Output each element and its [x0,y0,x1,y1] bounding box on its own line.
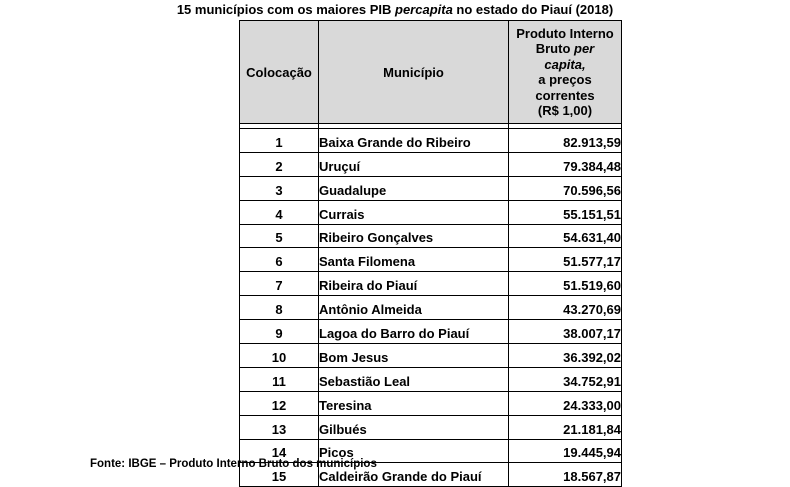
header-rank [240,21,319,124]
rank-cell: 14 [240,439,319,463]
municipality-cell: Bom Jesus [319,344,509,368]
municipality-cell: Caldeirão Grande do Piauí [319,463,509,487]
header-pib-line-5: correntes [535,87,595,103]
municipality-cell: Lagoa do Barro do Piauí [319,320,509,344]
pib-cell: 54.631,40 [509,224,622,248]
municipality-cell: Currais [319,200,509,224]
pib-cell: 34.752,91 [509,367,622,391]
rank-cell: 4 [240,200,319,224]
source-note: Fonte: IBGE – Produto Interno Bruto dos municípios [90,458,377,470]
table-row [240,272,622,296]
municipality-cell: Ribeira do Piauí [319,272,509,296]
municipality-cell: Sebastião Leal [319,367,509,391]
pib-cell: 36.392,02 [509,344,622,368]
rank-cell: 8 [240,296,319,320]
rank-cell: 11 [240,367,319,391]
header-pib-line-2 [509,41,621,57]
rank-cell: 7 [240,272,319,296]
rank-cell: 3 [240,176,319,200]
table-row [240,367,622,391]
header-pib-line-3 [509,57,621,73]
table-row [240,391,622,415]
table-row [240,224,622,248]
header-pib-line-1: Produto Interno [516,25,614,41]
title-text-start: 15 municípios com os maiores PIB [176,2,395,17]
table-row [240,248,622,272]
title-text-end: no estado do Piauí (2018) [452,2,614,17]
pib-cell: 38.007,17 [509,320,622,344]
municipality-cell: Uruçuí [319,152,509,176]
header-row [240,21,622,124]
header-rank-label: Colocação [246,64,312,80]
municipality-cell: Picos [319,439,509,463]
pib-ranking-table [239,20,622,487]
pib-cell: 55.151,51 [509,200,622,224]
header-pib [509,21,622,124]
municipality-cell: Teresina [319,391,509,415]
rank-cell: 1 [240,129,319,153]
pib-cell: 70.596,56 [509,176,622,200]
municipality-cell: Ribeiro Gonçalves [319,224,509,248]
municipality-cell: Baixa Grande do Ribeiro [319,129,509,153]
rank-cell: 12 [240,391,319,415]
pib-cell: 79.384,48 [509,152,622,176]
rank-cell: 6 [240,248,319,272]
rank-cell: 10 [240,344,319,368]
table-row [240,129,622,153]
header-municipality [319,21,509,124]
municipality-cell: Santa Filomena [319,248,509,272]
table-row [240,176,622,200]
rank-cell: 13 [240,415,319,439]
pib-cell: 51.519,60 [509,272,622,296]
pib-cell: 43.270,69 [509,296,622,320]
table-row [240,296,622,320]
municipality-cell: Antônio Almeida [319,296,509,320]
title-text-emphasis: percapita [395,2,453,17]
header-pib-line-4: a preços [538,72,592,87]
table-row [240,200,622,224]
pib-cell: 82.913,59 [509,129,622,153]
rank-cell: 5 [240,224,319,248]
header-pib-word-bruto: Bruto [535,41,575,56]
pib-cell: 51.577,17 [509,248,622,272]
header-pib-word-per: per [574,41,595,56]
rank-cell: 9 [240,320,319,344]
pib-cell: 21.181,84 [509,415,622,439]
table-row [240,152,622,176]
municipality-cell: Gilbués [319,415,509,439]
pib-cell: 18.567,87 [509,463,622,487]
header-municipality-label: Município [383,64,444,80]
pib-cell: 24.333,00 [509,391,622,415]
pib-cell: 19.445,94 [509,439,622,463]
table-row [240,344,622,368]
municipality-cell: Guadalupe [319,176,509,200]
rank-cell: 2 [240,152,319,176]
rank-cell: 15 [240,463,319,487]
table-header [240,21,622,124]
header-pib-word-capita: capita, [544,56,586,72]
table-title [0,2,790,17]
table-body [240,124,622,487]
header-pib-line-6: (R$ 1,00) [537,103,593,118]
table-row [240,415,622,439]
table-row [240,320,622,344]
header-pib-label [509,26,621,119]
